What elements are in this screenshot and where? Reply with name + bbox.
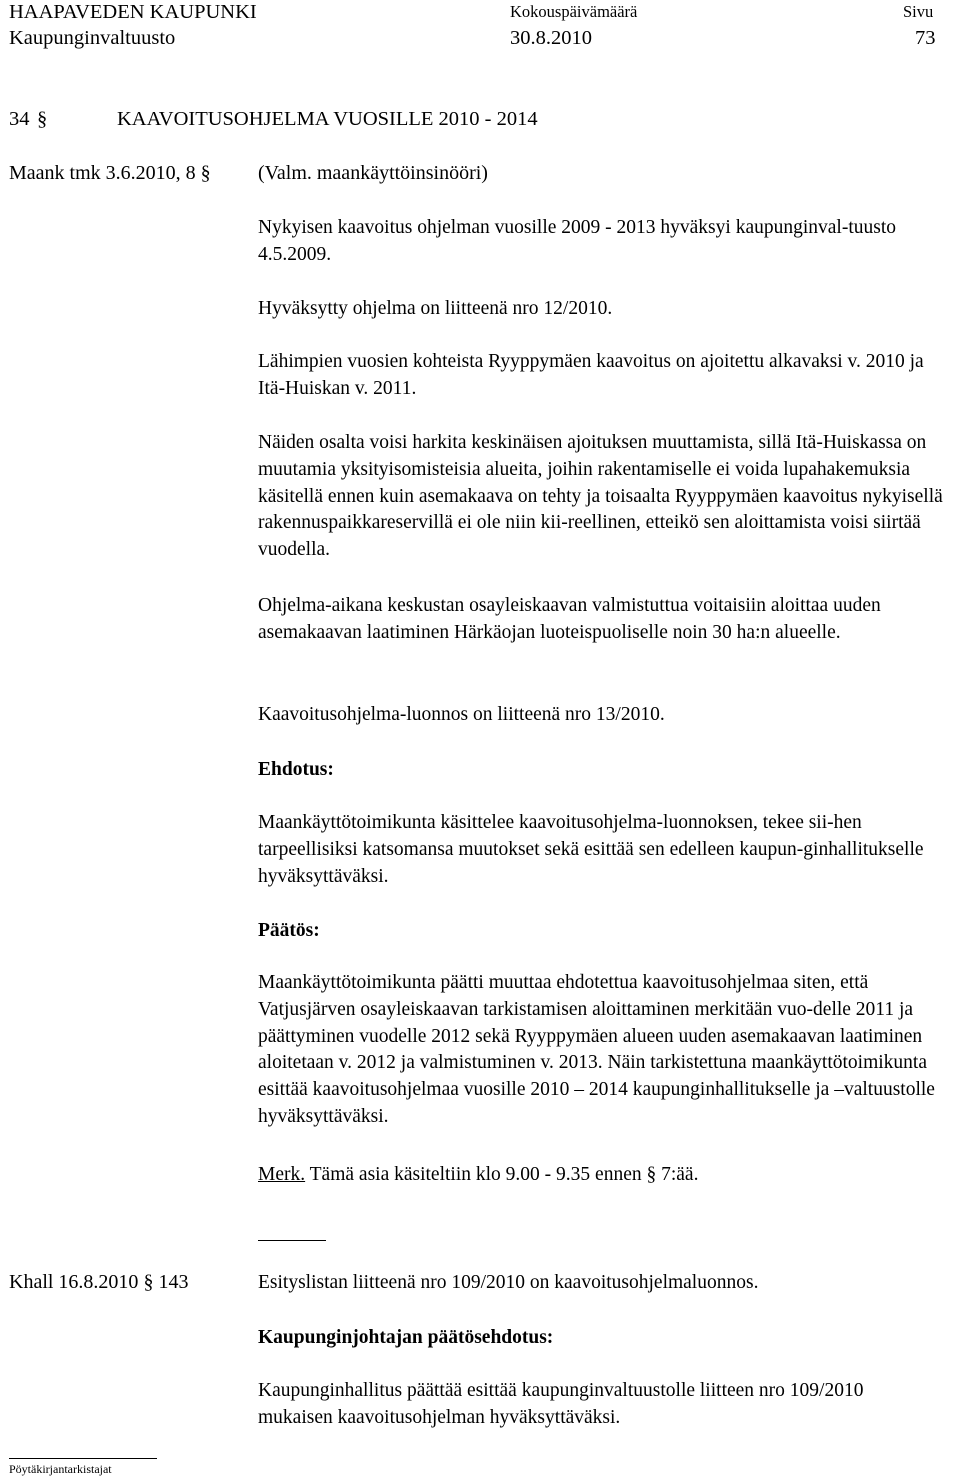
- section-symbol: §: [200, 162, 211, 184]
- paragraph-upcoming-targets: Lähimpien vuosien kohteista Ryyppymäen kaavoitus on ajoitettu alkavaksi v. 2010 ja Itä-Huiskan v. 2011.: [258, 351, 924, 399]
- page-number: 73: [915, 27, 936, 49]
- note-label: Merk.: [258, 1164, 306, 1185]
- paragraph-current-program: Nykyisen kaavoitus ohjelman vuosille 2009 - 2013 hyväksyi kaupunginval-tuusto 4.5.2009.: [258, 217, 897, 265]
- section-symbol: §: [143, 1271, 154, 1293]
- section-symbol: §: [37, 108, 48, 130]
- proposal-text: Maankäyttötoimikunta käsittelee kaavoitusohjelma-luonnoksen, tekee sii-hen tarpeellisiksi katsomansa muutokset sekä esittää sen edelleen kaupun-ginhallitukselle hyväksyttäväksi.: [258, 812, 924, 887]
- section-title: [9, 107, 538, 132]
- section-number: 34: [9, 108, 30, 130]
- reference-maank: [9, 161, 211, 185]
- paragraph-reschedule-proposal: Näiden osalta voisi harkita keskinäisen ajoituksen muuttamista, sillä Itä-Huiskassa on muutamia yksityisomisteisia alueita, joihin rakentamiselle ei voida lupahakemuksia käsitellä ennen kuin asemakaava on tehty ja toisaalta Ryyppymäen kaavoitus nykyisellä rakennuspaikkareservillä ei ole niin kii-reellinen, etteikö sen aloittamista voisi siirtää vuodella.: [258, 432, 943, 561]
- page-label: Sivu: [903, 2, 934, 21]
- reference-number: 143: [158, 1271, 189, 1293]
- reference-khall: [9, 1270, 188, 1294]
- council-name: Kaupunginvaltuusto: [9, 27, 176, 49]
- section-heading: KAAVOITUSOHJELMA VUOSILLE 2010 - 2014: [117, 108, 538, 130]
- section-symbol: §: [646, 1164, 657, 1185]
- decision-heading: Päätös:: [258, 920, 320, 941]
- footer-rule: [9, 1458, 157, 1459]
- reference-label: Maank tmk 3.6.2010, 8: [9, 162, 196, 184]
- page-header: [9, 0, 936, 52]
- preparer-note: (Valm. maankäyttöinsinööri): [258, 162, 488, 184]
- meeting-date-label: Kokouspäivämäärä: [510, 2, 638, 21]
- paragraph-draft-attachment: Kaavoitusohjelma-luonnos on liitteenä nro 13/2010.: [258, 704, 665, 725]
- note-line: [258, 1162, 958, 1189]
- decision-text: Maankäyttötoimikunta päätti muuttaa ehdotettua kaavoitusohjelmaa siten, että Vatjusjärven osayleiskaavan tarkistamisen aloittaminen merkitään vuo-delle 2011 ja päättyminen vuodelle 2012 sekä Ryyppymäen alueen uuden asemakaavan laatiminen aloitetaan v. 2012 ja valmistuminen v. 2013. Näin tarkistettuna maankäyttötoimikunta esittää kaavoitusohjelmaa vuosille 2010 – 2014 kaupunginhallitukselle ja –valtuustolle hyväksyttäväksi.: [258, 972, 935, 1127]
- agenda-attachment-text: Esityslistan liitteenä nro 109/2010 on kaavoitusohjelmaluonnos.: [258, 1272, 759, 1293]
- proposal-heading: Ehdotus:: [258, 759, 334, 780]
- note-text: Tämä asia käsiteltiin klo 9.00 - 9.35 ennen: [305, 1164, 647, 1185]
- minutes-checkers-label: Pöytäkirjantarkistajat: [9, 1462, 112, 1476]
- mayor-proposal-heading: Kaupunginjohtajan päätösehdotus:: [258, 1327, 554, 1348]
- reference-label: Khall 16.8.2010: [9, 1271, 139, 1293]
- paragraph-new-plan: Ohjelma-aikana keskustan osayleiskaavan valmistuttua voitaisiin aloittaa uuden asemakaavan laatiminen Härkäojan luoteispuoliselle noin 30 ha:n alueelle.: [258, 595, 881, 643]
- organization-name: HAAPAVEDEN KAUPUNKI: [9, 1, 257, 23]
- note-tail: 7:ää.: [656, 1164, 699, 1185]
- paragraph-approved-attachment: Hyväksytty ohjelma on liitteenä nro 12/2010.: [258, 298, 613, 319]
- separator-rule: [258, 1240, 326, 1241]
- meeting-date: 30.8.2010: [510, 27, 592, 49]
- mayor-proposal-text: Kaupunginhallitus päättää esittää kaupunginvaltuustolle liitteen nro 109/2010 mukaisen kaavoitusohjelman hyväksyttäväksi.: [258, 1380, 864, 1428]
